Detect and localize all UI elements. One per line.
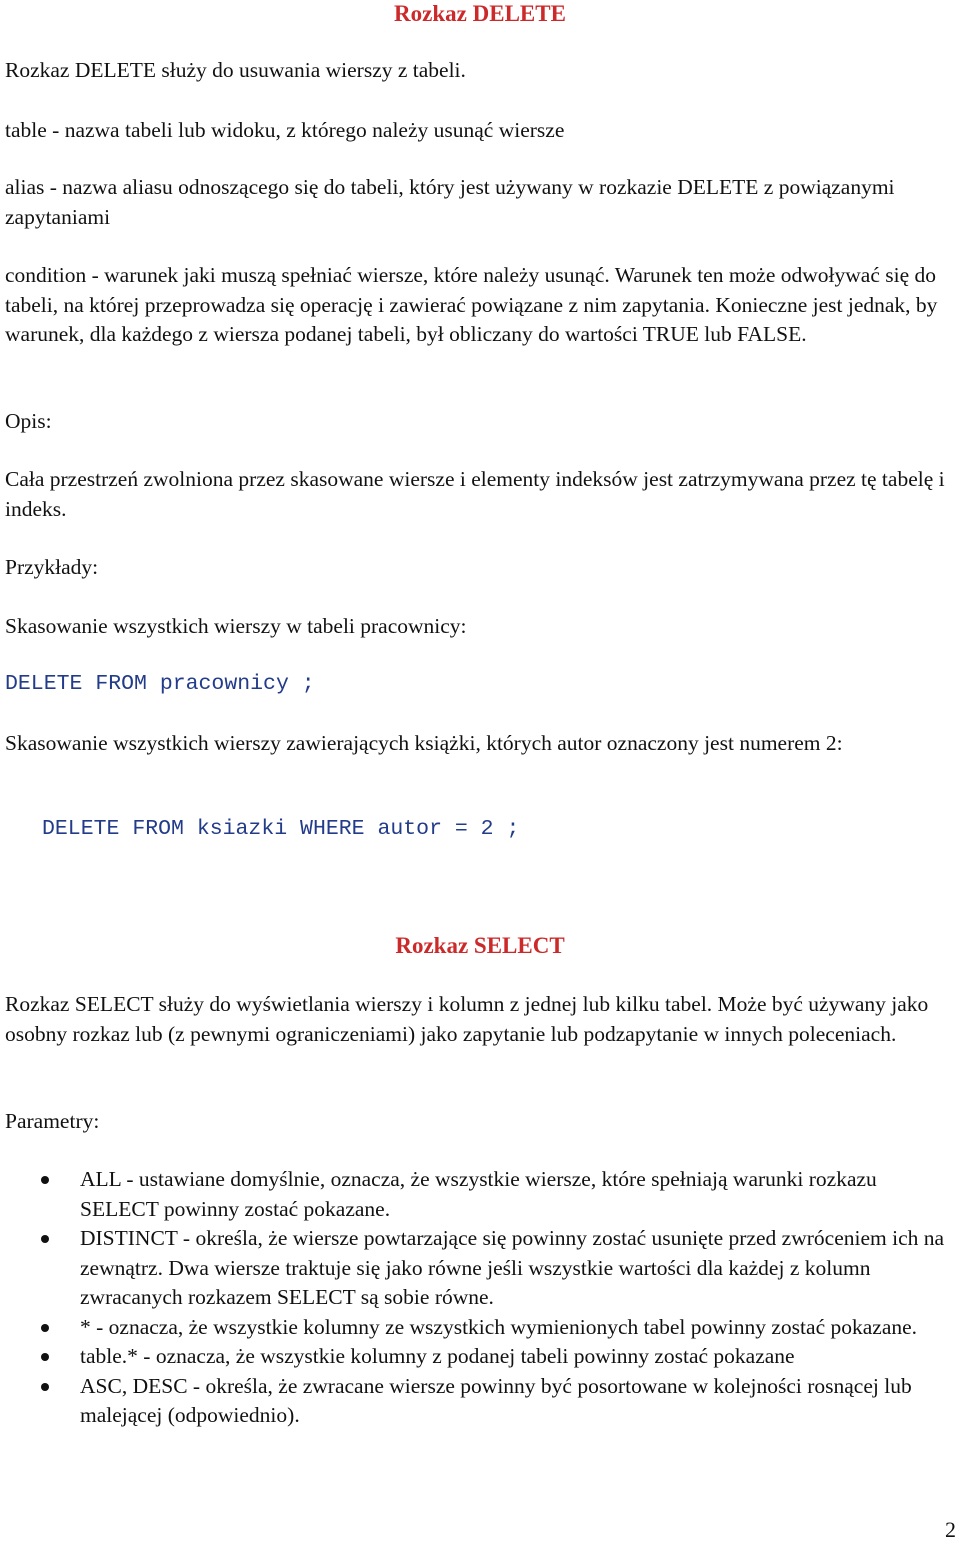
example1-code: DELETE FROM pracownicy ; xyxy=(5,672,315,696)
list-item xyxy=(0,1372,960,1431)
list-item xyxy=(0,1342,960,1372)
example1-text: Skasowanie wszystkich wierszy w tabeli pracownicy: xyxy=(5,614,467,638)
param-all: ALL - ustawiane domyślnie, oznacza, że wszystkie wiersze, które spełniają warunki rozkazu SELECT powinny zostać pokazane. xyxy=(80,1167,877,1221)
description-label: Opis: xyxy=(5,409,52,433)
description-text: Cała przestrzeń zwolniona przez skasowane wiersze i elementy indeksów jest zatrzymywana przez tę tabelę i indeks. xyxy=(5,467,945,521)
examples-label: Przykłady: xyxy=(5,555,99,579)
select-heading: Rozkaz SELECT xyxy=(395,933,565,958)
parameters-label: Parametry: xyxy=(5,1109,100,1133)
bullet-icon xyxy=(41,1235,49,1243)
param-table: table - nazwa tabeli lub widoku, z którego należy usunąć wiersze xyxy=(5,118,565,142)
list-item xyxy=(0,1224,960,1313)
bullet-icon xyxy=(41,1353,49,1361)
parameters-list xyxy=(0,1165,960,1431)
param-condition: condition - warunek jaki muszą spełniać wiersze, które należy usunąć. Warunek ten może odwoływać się do tabeli, na której przeprowadza się operację i zawierać powiązane z nim zapytania. Konieczne jest jednak, by warunek, dla każdego z wiersza podanej tabeli, był obliczany do wartości TRUE lub FALSE. xyxy=(5,263,938,346)
param-alias: alias - nazwa aliasu odnoszącego się do tabeli, który jest używany w rozkazie DELETE z powiązanymi zapytaniami xyxy=(5,175,895,229)
page-number: 2 xyxy=(945,1517,956,1542)
delete-intro: Rozkaz DELETE służy do usuwania wierszy z tabeli. xyxy=(5,58,466,82)
list-item xyxy=(0,1313,960,1343)
delete-heading: Rozkaz DELETE xyxy=(394,1,566,26)
bullet-icon xyxy=(41,1324,49,1332)
example2-text: Skasowanie wszystkich wierszy zawierających książki, których autor oznaczony jest numerem 2: xyxy=(5,731,843,755)
param-asc-desc: ASC, DESC - określa, że zwracane wiersze powinny być posortowane w kolejności rosnącej lub malejącej (odpowiednio). xyxy=(80,1373,912,1427)
param-distinct: DISTINCT - określa, że wiersze powtarzające się powinny zostać usunięte przed zwróceniem ich na zewnątrz. Dwa wiersze traktuje się jako równe jeśli wszystkie wartości dla każdej z kolumn zwracanych rozkazem SELECT są sobie równe. xyxy=(80,1226,945,1309)
bullet-icon xyxy=(41,1383,49,1391)
example2-code: DELETE FROM ksiazki WHERE autor = 2 ; xyxy=(42,817,520,841)
param-table-star: table.* - oznacza, że wszystkie kolumny z podanej tabeli powinny zostać pokazane xyxy=(80,1344,795,1368)
bullet-icon xyxy=(41,1176,49,1184)
param-star: * - oznacza, że wszystkie kolumny ze wszystkich wymienionych tabel powinny zostać pokazane. xyxy=(80,1314,918,1339)
select-intro: Rozkaz SELECT służy do wyświetlania wierszy i kolumn z jednej lub kilku tabel. Może być używany jako osobny rozkaz lub (z pewnymi ograniczeniami) jako zapytanie lub podzapytanie w innych poleceniach. xyxy=(5,992,929,1046)
list-item xyxy=(0,1165,960,1224)
